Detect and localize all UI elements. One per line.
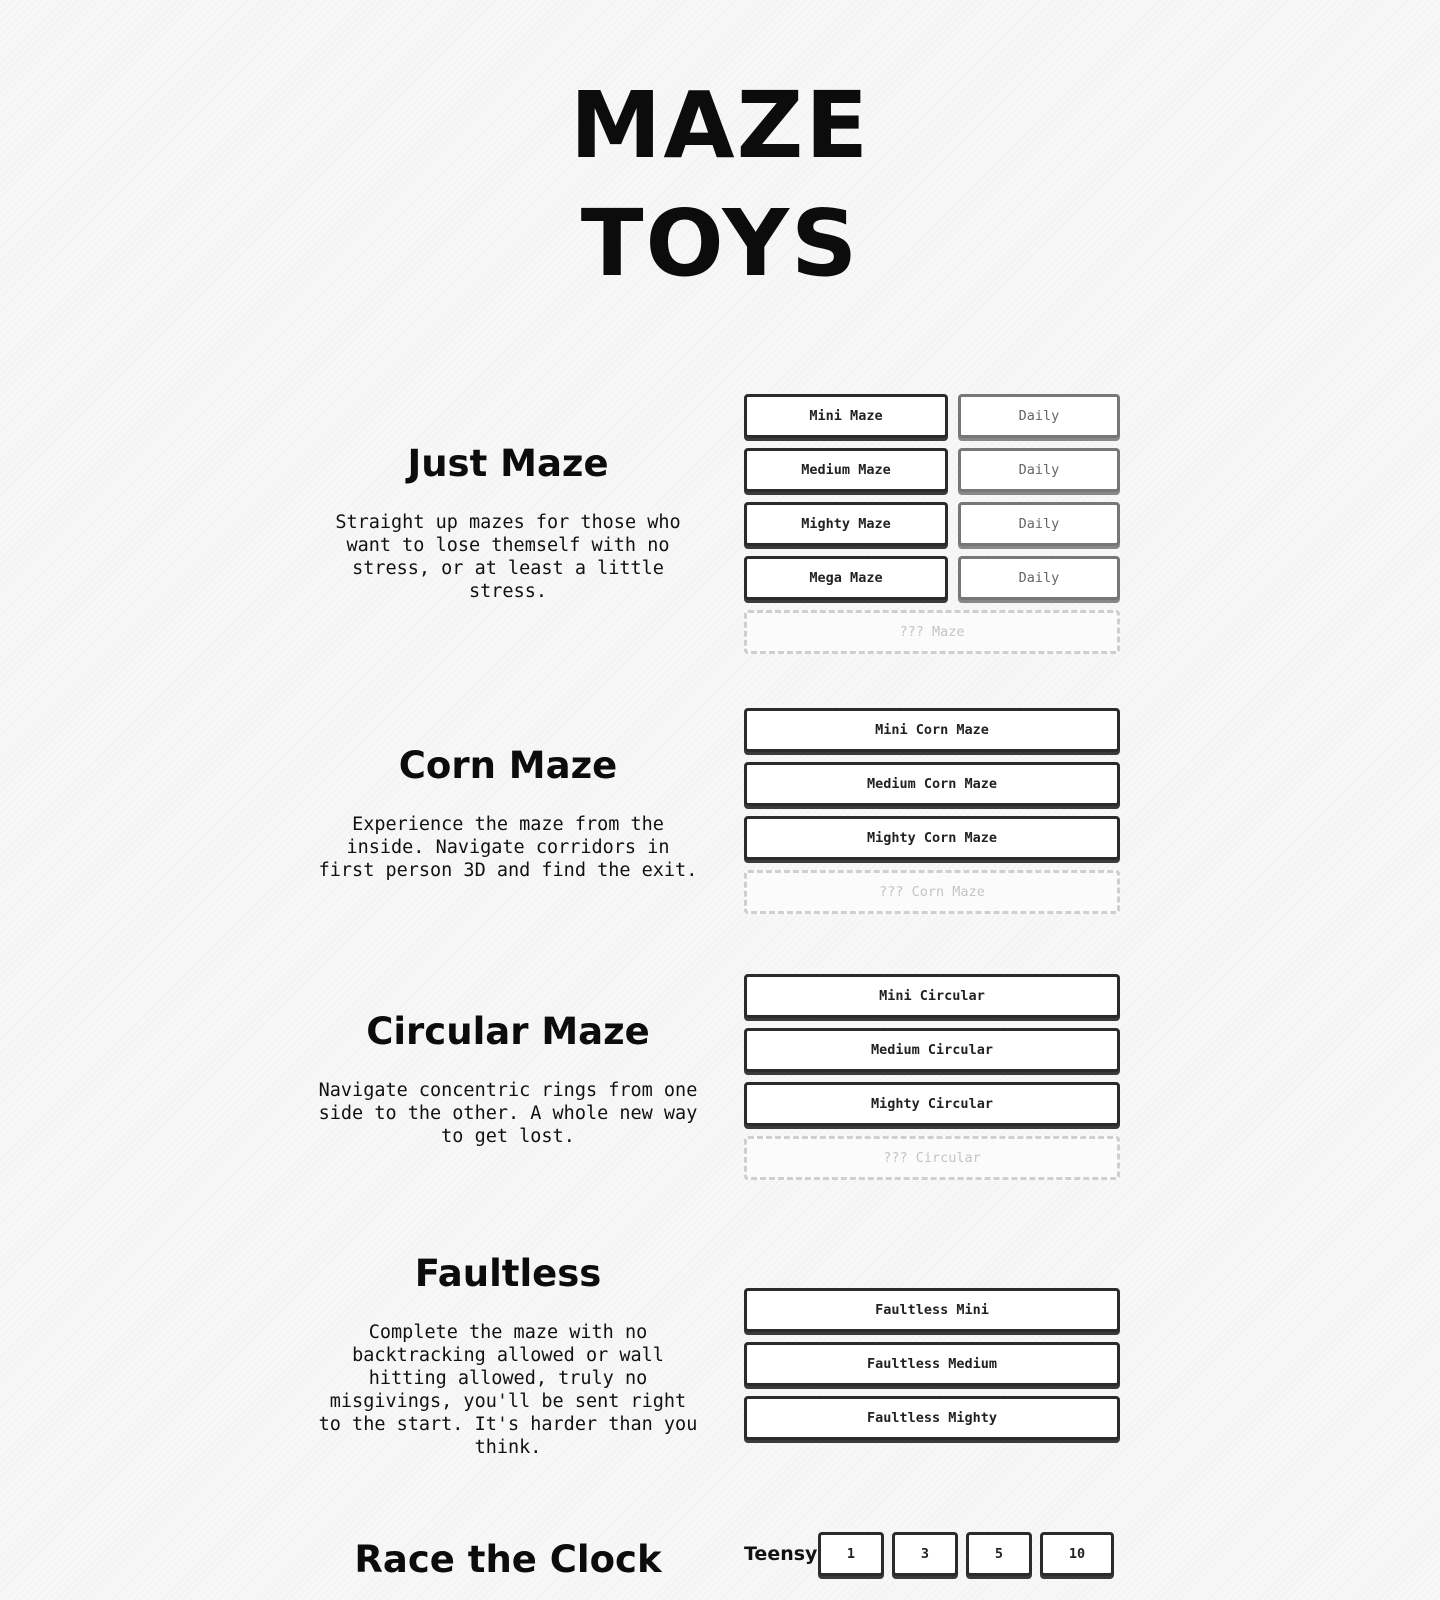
section-title: Race the Clock <box>354 1538 662 1581</box>
section-title: Corn Maze <box>398 744 618 787</box>
medium-maze-button[interactable]: Medium Maze <box>744 448 948 492</box>
site-title-line1: MAZE <box>569 72 871 179</box>
faultless-mini-button[interactable]: Faultless Mini <box>744 1288 1120 1332</box>
race-teensy-10-button[interactable]: 10 <box>1040 1532 1114 1576</box>
medium-circular-button[interactable]: Medium Circular <box>744 1028 1120 1072</box>
mini-maze-daily-button[interactable]: Daily <box>958 394 1120 438</box>
mighty-maze-button[interactable]: Mighty Maze <box>744 502 948 546</box>
section-title: Circular Maze <box>366 1010 650 1053</box>
section-description: Straight up mazes for those who want to lose themself with no stress, or at least a little stress. <box>335 511 681 602</box>
section-description: Complete the maze with no backtracking allowed or wall hitting allowed, truly no misgivings, you'll be sent right to the start. It's harder than you think. <box>318 1321 698 1458</box>
locked-circular-button: ??? Circular <box>744 1136 1120 1180</box>
mighty-maze-daily-button[interactable]: Daily <box>958 502 1120 546</box>
mini-maze-button[interactable]: Mini Maze <box>744 394 948 438</box>
locked-corn-maze-button: ??? Corn Maze <box>744 870 1120 914</box>
race-row-label: Teensy <box>744 1543 818 1565</box>
medium-maze-daily-button[interactable]: Daily <box>958 448 1120 492</box>
section-description: Experience the maze from the inside. Navigate corridors in first person 3D and find the exit. <box>318 813 698 881</box>
section-description: Navigate concentric rings from one side to the other. A whole new way to get lost. <box>318 1079 698 1147</box>
section-title: Faultless <box>414 1252 602 1295</box>
faultless-mighty-button[interactable]: Faultless Mighty <box>744 1396 1120 1440</box>
locked-maze-button: ??? Maze <box>744 610 1120 654</box>
mega-maze-daily-button[interactable]: Daily <box>958 556 1120 600</box>
mini-circular-button[interactable]: Mini Circular <box>744 974 1120 1018</box>
mini-corn-maze-button[interactable]: Mini Corn Maze <box>744 708 1120 752</box>
race-teensy-5-button[interactable]: 5 <box>966 1532 1032 1576</box>
mighty-corn-maze-button[interactable]: Mighty Corn Maze <box>744 816 1120 860</box>
faultless-medium-button[interactable]: Faultless Medium <box>744 1342 1120 1386</box>
race-teensy-3-button[interactable]: 3 <box>892 1532 958 1576</box>
race-teensy-1-button[interactable]: 1 <box>818 1532 884 1576</box>
mighty-circular-button[interactable]: Mighty Circular <box>744 1082 1120 1126</box>
section-title: Just Maze <box>407 442 609 485</box>
medium-corn-maze-button[interactable]: Medium Corn Maze <box>744 762 1120 806</box>
site-title-line2: TOYS <box>580 190 860 297</box>
race-row-teensy <box>744 1532 1120 1576</box>
mega-maze-button[interactable]: Mega Maze <box>744 556 948 600</box>
